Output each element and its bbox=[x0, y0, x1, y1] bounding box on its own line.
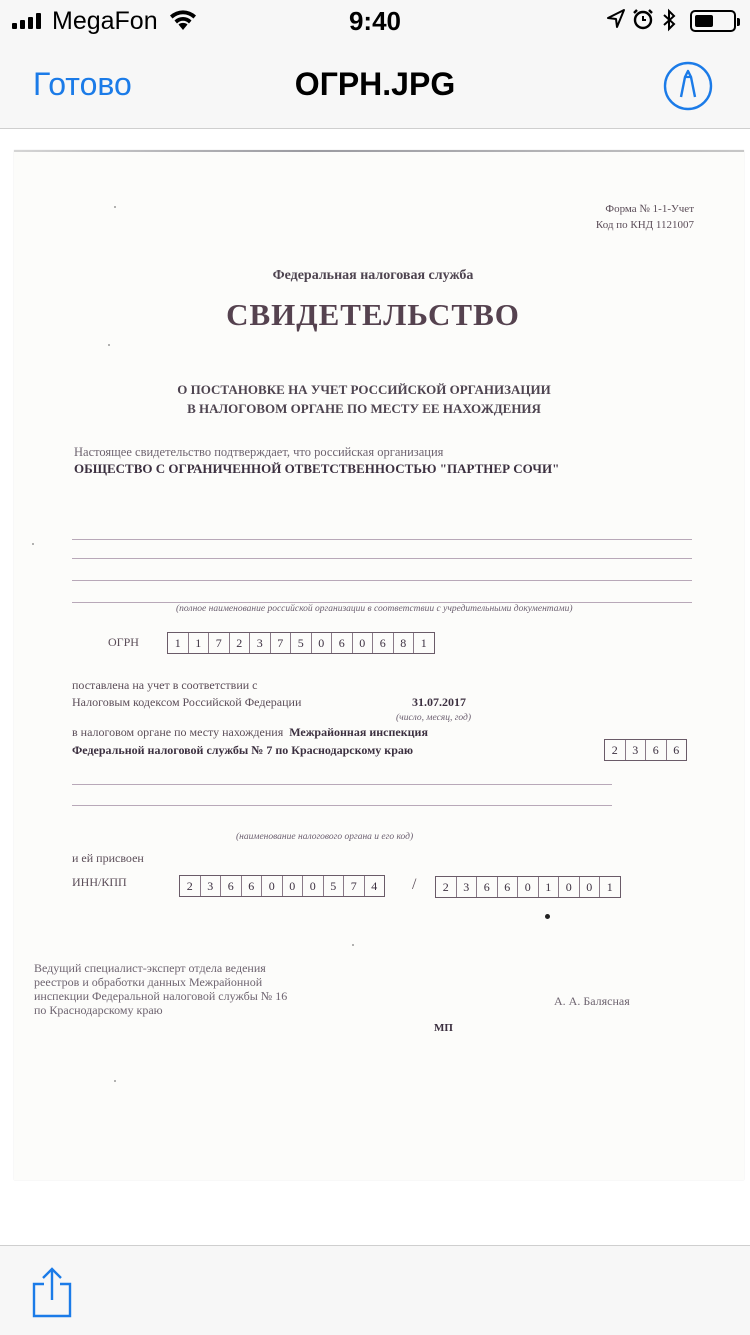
divider bbox=[72, 580, 692, 581]
registration-date: 31.07.2017 bbox=[412, 695, 466, 709]
digit-cell: 1 bbox=[606, 880, 613, 894]
battery-icon bbox=[690, 10, 736, 32]
form-number: Форма № 1-1-Учет bbox=[605, 203, 694, 215]
divider bbox=[72, 805, 612, 806]
carrier-name: MegaFon bbox=[52, 7, 158, 35]
divider bbox=[72, 558, 692, 559]
digit-cell: 0 bbox=[559, 877, 580, 897]
inn-kpp-label: ИНН/КПП bbox=[72, 875, 127, 889]
digit-cell: 0 bbox=[580, 877, 601, 897]
file-title: ОГРН.JPG bbox=[294, 66, 456, 102]
scanned-document bbox=[14, 150, 744, 1180]
digit-cell: 0 bbox=[518, 877, 539, 897]
digit-cell: 6 bbox=[221, 876, 242, 896]
bottom-toolbar bbox=[0, 1245, 750, 1335]
document-subheading: О ПОСТАНОВКЕ НА УЧЕТ РОССИЙСКОЙ ОРГАНИЗАЦИИ В НАЛОГОВОМ ОРГАНЕ ПО МЕСТУ ЕЕ НАХОЖДЕНИЯ bbox=[177, 382, 551, 416]
signer-name: А. А. Балясная bbox=[554, 994, 630, 1008]
status-bar bbox=[0, 0, 750, 40]
digit-cell: 6 bbox=[242, 876, 263, 896]
digit-cell: 3 bbox=[201, 876, 222, 896]
digit-cell: 0 bbox=[283, 876, 304, 896]
digit-cell: 6 bbox=[477, 877, 498, 897]
digit-cell: 8 bbox=[394, 633, 415, 653]
digit-cell: 0 bbox=[303, 876, 324, 896]
digit-cell: 6 bbox=[646, 740, 667, 760]
tax-authority-part2: Федеральной налоговой службы № 7 по Краснодарскому краю bbox=[72, 743, 414, 757]
organization-name: ОБЩЕСТВО С ОГРАНИЧЕННОЙ ОТВЕТСТВЕННОСТЬЮ "ПАРТНЕР СОЧИ" bbox=[74, 461, 560, 476]
digit-cell: 7 bbox=[209, 633, 230, 653]
digit-cell: 0 bbox=[312, 633, 333, 653]
tax-authority-caption: (наименование налогового органа и его код) bbox=[236, 832, 414, 842]
digit-cell: 7 bbox=[271, 633, 292, 653]
digit-cell: 6 bbox=[498, 877, 519, 897]
registered-text-1: поставлена на учет в соответствии с bbox=[72, 678, 258, 692]
digit-cell: 1 bbox=[420, 636, 427, 650]
digit-cell: 2 bbox=[605, 740, 626, 760]
kpp-separator: / bbox=[412, 876, 417, 893]
tax-authority-prefix: в налоговом органе по месту нахождения Межрайонная инспекция bbox=[72, 725, 428, 739]
divider bbox=[72, 784, 612, 785]
document-heading: СВИДЕТЕЛЬСТВО bbox=[226, 297, 520, 332]
ink-speck bbox=[545, 914, 550, 919]
digit-cell: 3 bbox=[626, 740, 647, 760]
status-right-icons bbox=[606, 8, 736, 34]
digit-cell: 6 bbox=[373, 633, 394, 653]
markup-pen-icon[interactable] bbox=[663, 61, 713, 111]
form-number-block bbox=[444, 201, 694, 233]
ogrn-label: ОГРН bbox=[108, 635, 139, 649]
divider bbox=[72, 539, 692, 540]
registered-text-2: Налоговым кодексом Российской Федерации bbox=[72, 695, 302, 709]
digit-cell: 6 bbox=[332, 633, 353, 653]
done-button[interactable]: Готово bbox=[33, 66, 132, 102]
digit-cell: 6 bbox=[673, 743, 680, 757]
tax-authority-code bbox=[604, 739, 687, 761]
digit-cell: 4 bbox=[371, 879, 378, 893]
digit-cell: 0 bbox=[353, 633, 374, 653]
digit-cell: 0 bbox=[262, 876, 283, 896]
ogrn-number bbox=[167, 632, 435, 654]
date-caption: (число, месяц, год) bbox=[396, 713, 472, 723]
divider bbox=[72, 602, 692, 603]
digit-cell: 2 bbox=[230, 633, 251, 653]
digit-cell: 1 bbox=[189, 633, 210, 653]
knd-code: Код по КНД 1121007 bbox=[595, 219, 694, 231]
alarm-icon bbox=[632, 8, 654, 30]
stamp-place: МП bbox=[434, 1022, 453, 1034]
share-icon[interactable] bbox=[30, 1266, 74, 1318]
agency-name: Федеральная налоговая служба bbox=[272, 268, 474, 283]
location-arrow-icon bbox=[606, 8, 626, 30]
digit-cell: 2 bbox=[436, 877, 457, 897]
confirmation-text: Настоящее свидетельство подтверждает, что российская организация bbox=[74, 445, 444, 459]
assigned-text: и ей присвоен bbox=[72, 851, 144, 865]
kpp-number bbox=[435, 876, 621, 898]
tax-authority-part1: Межрайонная инспекция bbox=[289, 725, 428, 739]
digit-cell: 2 bbox=[180, 876, 201, 896]
digit-cell: 3 bbox=[457, 877, 478, 897]
digit-cell: 5 bbox=[324, 876, 345, 896]
digit-cell: 1 bbox=[539, 877, 560, 897]
digit-cell: 1 bbox=[168, 633, 189, 653]
org-name-caption: (полное наименование российской организации в соответствии с учредительными документами) bbox=[176, 604, 573, 614]
image-viewer[interactable] bbox=[0, 129, 750, 1245]
signer-title: Ведущий специалист-эксперт отдела ведения реестров и обработки данных Межрайонной инспекции Федеральной налоговой службы № 16 по Краснодарскому краю bbox=[34, 961, 288, 1017]
digit-cell: 3 bbox=[250, 633, 271, 653]
digit-cell: 5 bbox=[291, 633, 312, 653]
navigation-bar bbox=[0, 40, 750, 129]
digit-cell: 7 bbox=[344, 876, 365, 896]
bluetooth-icon bbox=[662, 8, 676, 32]
clock: 9:40 bbox=[348, 6, 402, 36]
inn-number bbox=[179, 875, 385, 897]
